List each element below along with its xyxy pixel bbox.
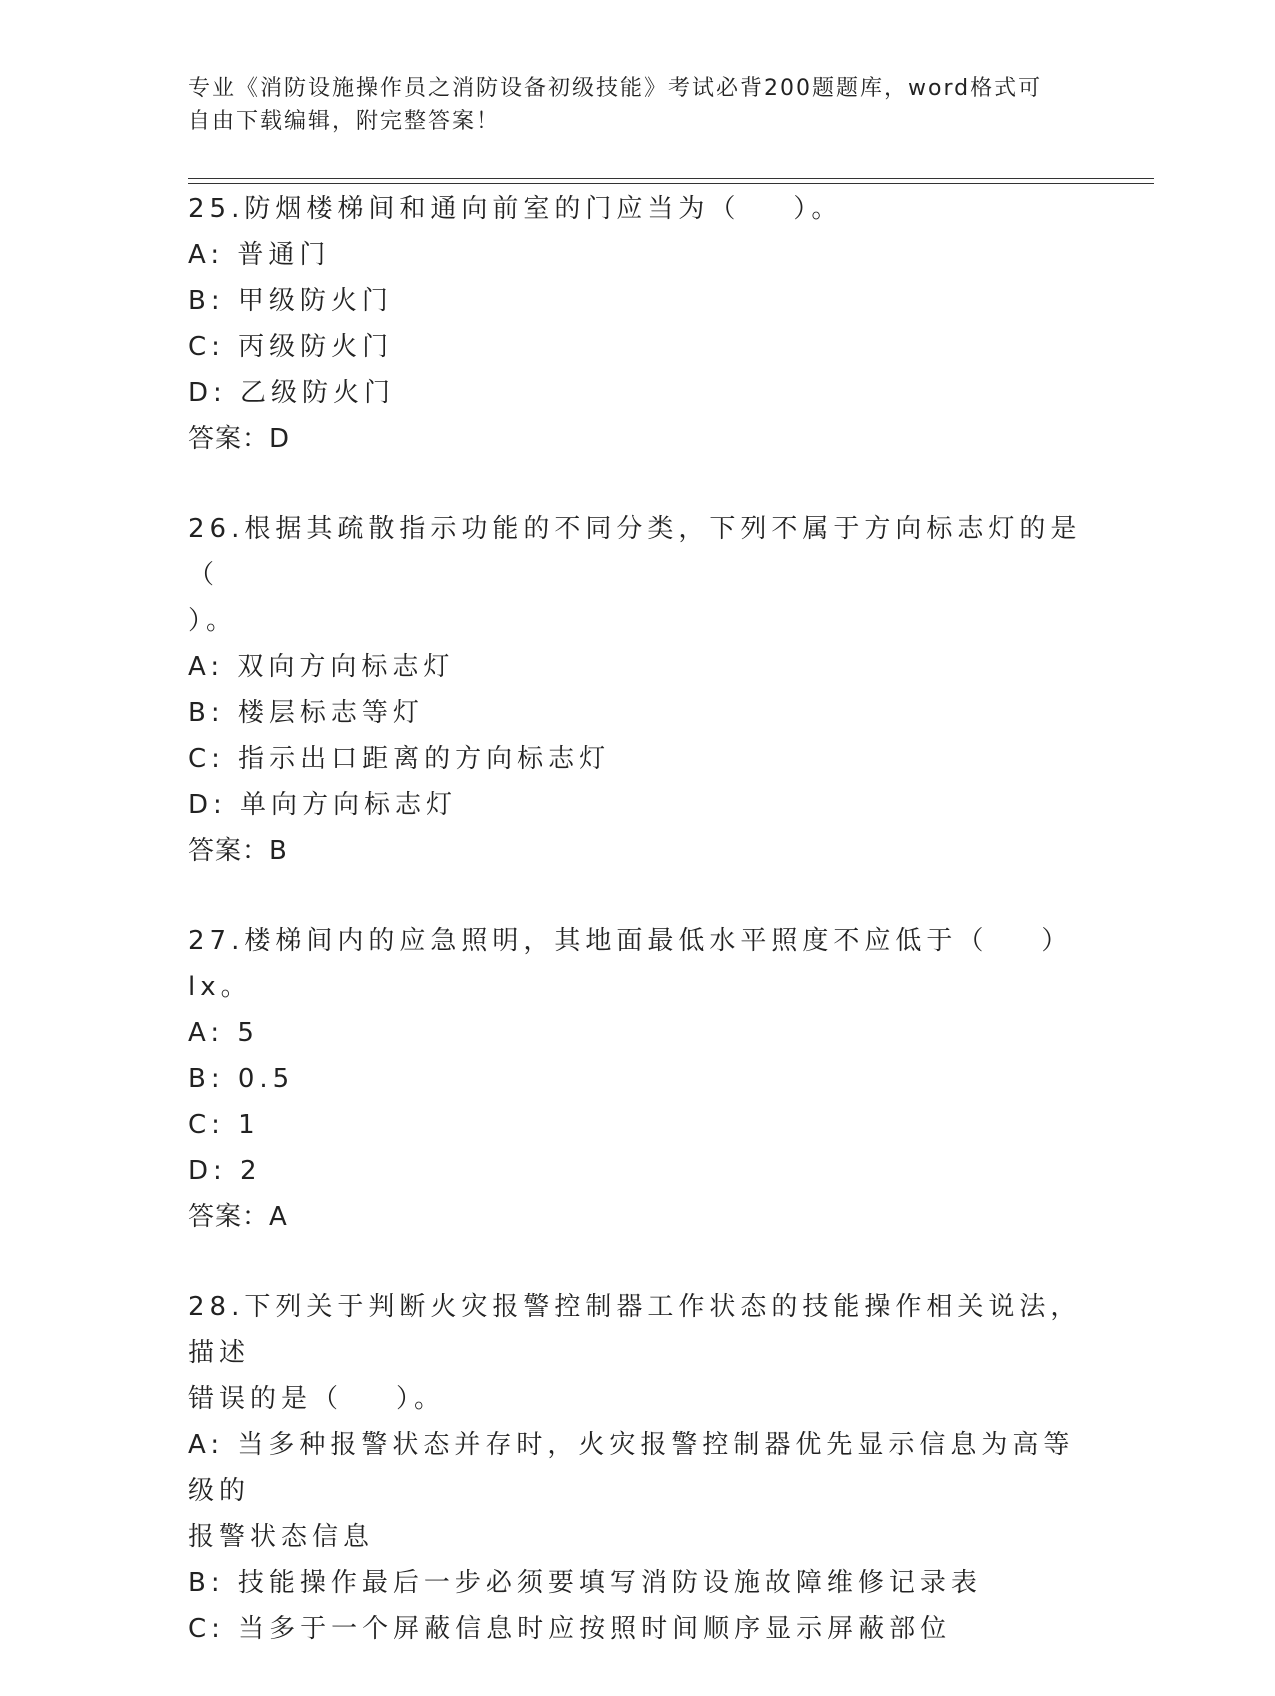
header-line-1: 专业《消防设施操作员之消防设备初级技能》考试必背200题题库，word格式可 (188, 76, 1043, 101)
option-a: A: 普通门 (188, 240, 331, 270)
question-25 (188, 186, 1088, 462)
header-line-2: 自由下载编辑，附完整答案！ (188, 109, 501, 134)
option-d: D: 单向方向标志灯 (188, 790, 458, 820)
header-divider-bottom (188, 183, 1154, 184)
option-d: D: 乙级防火门 (188, 378, 396, 408)
document-header (188, 72, 1088, 138)
option-c: C: 1 (188, 1110, 260, 1140)
option-a: A: 5 (188, 1018, 259, 1048)
option-a: A: 当多种报警状态并存时，火灾报警控制器优先显示信息为高等级的 报警状态信息 (188, 1430, 1075, 1552)
answer-line (188, 828, 1088, 874)
header-divider-top (188, 178, 1154, 179)
answer-label: 答案： (188, 836, 270, 866)
question-27 (188, 918, 1088, 1240)
question-stem: 27.楼梯间内的应急照明，其地面最低水平照度不应低于（ ）lx。 (188, 926, 1073, 1002)
option-b: B: 技能操作最后一步必须要填写消防设施故障维修记录表 (188, 1568, 982, 1598)
option-c: C: 当多于一个屏蔽信息时应按照时间顺序显示屏蔽部位 (188, 1614, 952, 1644)
answer-value: D (269, 424, 291, 454)
question-stem: 26.根据其疏散指示功能的不同分类，下列不属于方向标志灯的是（ ）。 (188, 514, 1082, 636)
answer-value: A (269, 1202, 288, 1232)
option-b: B: 0.5 (188, 1064, 295, 1094)
option-a: A: 双向方向标志灯 (188, 652, 455, 682)
answer-value: B (269, 836, 288, 866)
answer-label: 答案： (188, 1202, 270, 1232)
answer-label: 答案： (188, 424, 270, 454)
question-stem: 28.下列关于判断火灾报警控制器工作状态的技能操作相关说法，描述 错误的是（ ）。 (188, 1292, 1082, 1414)
question-stem: 25.防烟楼梯间和通向前室的门应当为（ ）。 (188, 194, 843, 224)
question-list (188, 186, 1088, 1696)
option-b: B: 甲级防火门 (188, 286, 393, 316)
option-c: C: 指示出口距离的方向标志灯 (188, 744, 611, 774)
answer-line (188, 416, 1088, 462)
question-28 (188, 1284, 1088, 1652)
answer-line (188, 1194, 1088, 1240)
question-26 (188, 506, 1088, 874)
option-c: C: 丙级防火门 (188, 332, 394, 362)
option-d: D: 2 (188, 1156, 262, 1186)
option-b: B: 楼层标志等灯 (188, 698, 424, 728)
